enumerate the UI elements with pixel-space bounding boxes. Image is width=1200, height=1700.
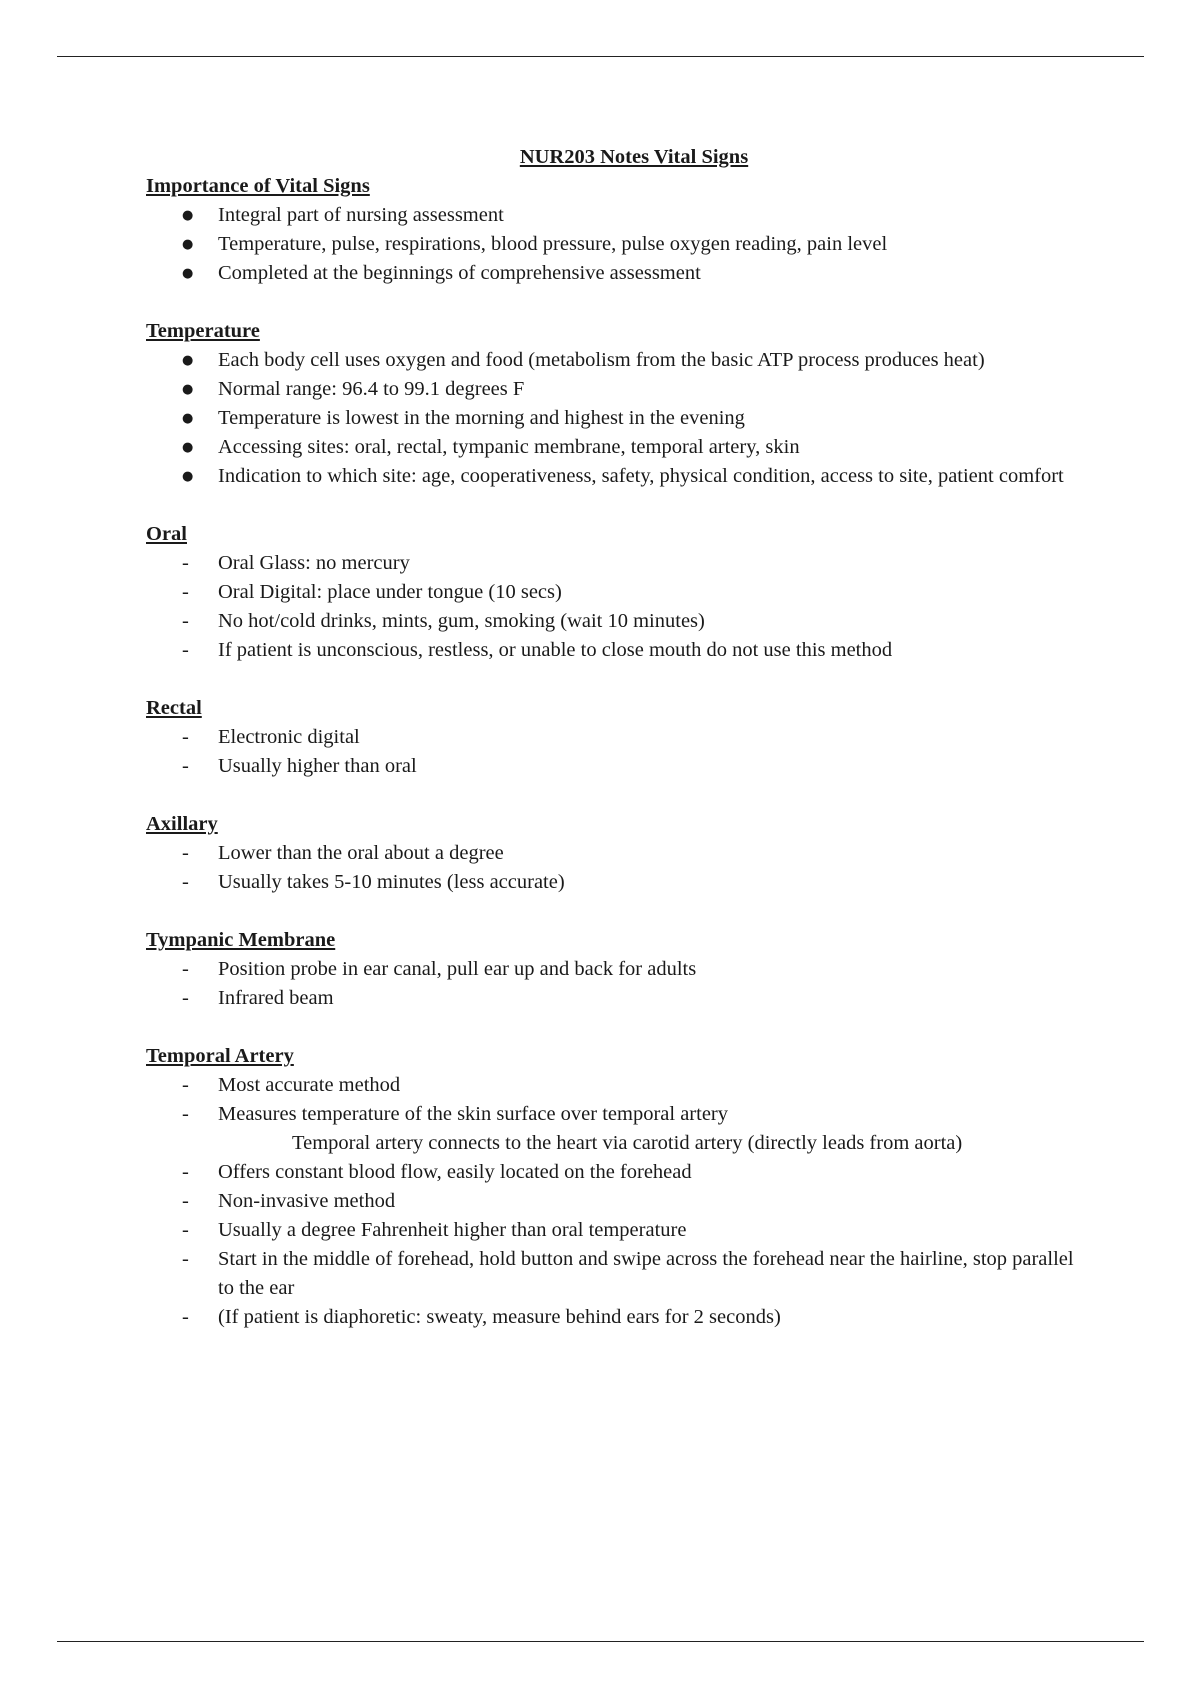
list-item-text: Infrared beam [218,987,334,1009]
list-item [146,433,1086,462]
bullet-list [146,346,1086,491]
list-item [146,578,1086,607]
list-item [146,404,1086,433]
list-item-text: Electronic digital [218,726,360,748]
list-item [146,201,1086,230]
list-item [146,984,1086,1013]
list-item-text: Temperature, pulse, respirations, blood pressure, pulse oxygen reading, pain level [218,233,888,255]
dash-list [146,955,1086,1013]
list-item [146,723,1086,752]
list-item-text: Most accurate method [218,1074,401,1096]
bullet-icon: ● [182,208,194,223]
dash-icon: - [182,755,189,777]
bullet-icon: ● [182,382,194,397]
list-item-text: Each body cell uses oxygen and food (metabolism from the basic ATP process produces heat) [218,349,985,371]
document-body [146,143,1086,1332]
list-item-text: No hot/cold drinks, mints, gum, smoking (wait 10 minutes) [218,610,705,632]
dash-icon: - [182,1074,189,1096]
list-item [146,549,1086,578]
bullet-icon: ● [182,353,194,368]
list-item-text: Lower than the oral about a degree [218,842,504,864]
list-item-text: Offers constant blood flow, easily located on the forehead [218,1161,692,1183]
list-item [146,462,1086,491]
list-item-text: Integral part of nursing assessment [218,204,504,226]
list-item-text: Usually a degree Fahrenheit higher than oral temperature [218,1219,687,1241]
bullet-list [146,201,1086,288]
dash-icon: - [182,552,189,574]
list-item [146,259,1086,288]
list-item-text: Oral Glass: no mercury [218,552,410,574]
dash-list [146,839,1086,897]
list-item-text: Oral Digital: place under tongue (10 secs) [218,581,562,603]
list-item [146,1100,1086,1129]
section-importance-of-vital-signs [146,172,1086,288]
dash-icon: - [182,1306,189,1328]
list-item [146,1158,1086,1187]
section-heading: Temperature [146,320,260,342]
bullet-icon: ● [182,469,194,484]
section-axillary [146,810,1086,897]
list-item-text: Accessing sites: oral, rectal, tympanic membrane, temporal artery, skin [218,436,800,458]
list-item [146,636,1086,665]
sub-note: Temporal artery connects to the heart via carotid artery (directly leads from aorta) [292,1132,963,1154]
dash-icon: - [182,639,189,661]
section-heading: Oral [146,523,187,545]
section-heading: Axillary [146,813,218,835]
list-item [146,607,1086,636]
list-item-text: Normal range: 96.4 to 99.1 degrees F [218,378,525,400]
dash-list [146,1071,1086,1332]
list-item-text: Indication to which site: age, cooperativeness, safety, physical condition, access to site, patient comfort [218,465,1064,487]
bottom-rule [57,1641,1144,1642]
dash-icon: - [182,1219,189,1241]
dash-icon: - [182,581,189,603]
list-item-text: (If patient is diaphoretic: sweaty, measure behind ears for 2 seconds) [218,1306,781,1328]
top-rule [57,56,1144,57]
bullet-icon: ● [182,411,194,426]
dash-icon: - [182,1103,189,1125]
dash-icon: - [182,1190,189,1212]
dash-icon: - [182,958,189,980]
bullet-icon: ● [182,266,194,281]
dash-icon: - [182,1161,189,1183]
dash-icon: - [182,610,189,632]
list-item [146,1071,1086,1100]
list-item-text: Usually higher than oral [218,755,417,777]
list-item [146,1303,1086,1332]
list-item-text: If patient is unconscious, restless, or unable to close mouth do not use this method [218,639,893,661]
dash-icon: - [182,726,189,748]
bullet-icon: ● [182,440,194,455]
list-item [146,1187,1086,1216]
section-tympanic-membrane [146,926,1086,1013]
dash-icon: - [182,871,189,893]
list-item-text: Measures temperature of the skin surface over temporal artery [218,1103,728,1125]
list-item [146,868,1086,897]
list-item-text: Position probe in ear canal, pull ear up and back for adults [218,958,697,980]
list-item-text: Non-invasive method [218,1190,396,1212]
section-heading: Importance of Vital Signs [146,175,370,197]
section-rectal [146,694,1086,781]
list-item [146,230,1086,259]
list-item [146,1245,1086,1303]
list-item [146,346,1086,375]
section-heading: Temporal Artery [146,1045,294,1067]
list-item [146,375,1086,404]
list-item [146,839,1086,868]
section-temporal-artery [146,1042,1086,1332]
list-item-text: Completed at the beginnings of comprehensive assessment [218,262,701,284]
list-item [146,955,1086,984]
list-item-text: Usually takes 5-10 minutes (less accurate) [218,871,565,893]
dash-list [146,723,1086,781]
dash-icon: - [182,842,189,864]
list-item-text: Start in the middle of forehead, hold button and swipe across the forehead near the hairline, stop parallel to the ear [218,1248,1074,1299]
list-item [146,1216,1086,1245]
list-item-text: Temperature is lowest in the morning and highest in the evening [218,407,745,429]
section-heading: Tympanic Membrane [146,929,336,951]
dash-icon: - [182,987,189,1009]
section-heading: Rectal [146,697,202,719]
document-title: NUR203 Notes Vital Signs [519,146,749,168]
section-temperature [146,317,1086,491]
section-oral [146,520,1086,665]
bullet-icon: ● [182,237,194,252]
list-item [146,752,1086,781]
dash-icon: - [182,1248,189,1270]
dash-list [146,549,1086,665]
